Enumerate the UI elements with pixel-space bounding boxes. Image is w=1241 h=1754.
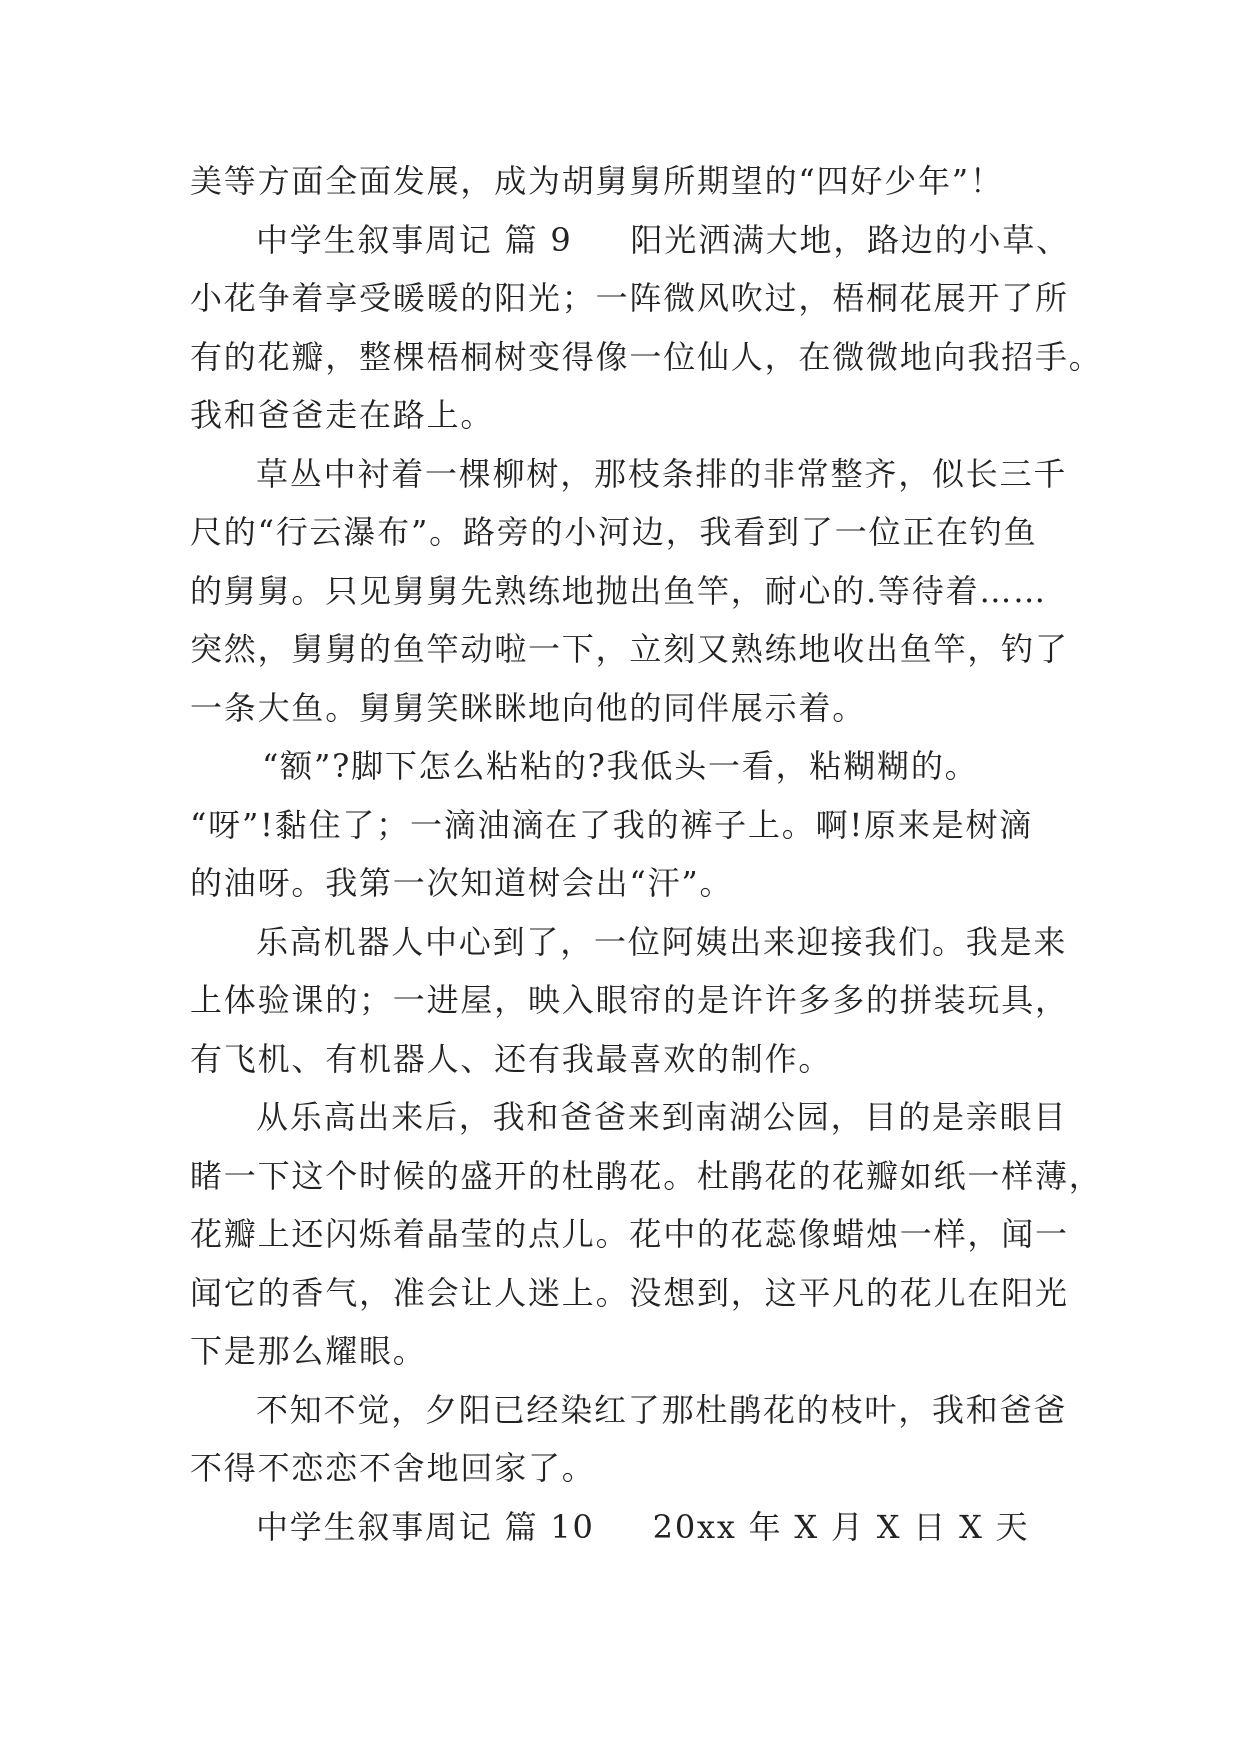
text-line: 闻它的香气，准会让人迷上。没想到，这平凡的花儿在阳光 <box>190 1273 1069 1312</box>
text-line: 一条大鱼。舅舅笑眯眯地向他的同伴展示着。 <box>190 688 867 727</box>
text-line: 睹一下这个时候的盛开的杜鹃花。杜鹃花的花瓣如纸一样薄， <box>190 1156 1103 1195</box>
text-line: 尺的“行云瀑布”。路旁的小河边，我看到了一位正在钓鱼 <box>190 513 1038 551</box>
text-line: 上体验课的；一进屋，映入眼帘的是许许多多的拼装玩具， <box>190 981 1069 1019</box>
text-line: 不得不恋恋不舍地回家了。 <box>190 1449 596 1487</box>
entry-title: 中学生叙事周记 篇 9 <box>256 220 573 259</box>
text-line: 小花争着享受暖暖的阳光；一阵微风吹过，梧桐花展开了所 <box>190 279 1069 317</box>
entry-heading-10 <box>190 1498 1060 1557</box>
text-line: 的油呀。我第一次知道树会出“汗”。 <box>190 864 734 902</box>
paragraph-start-line: “额”?脚下怎么粘粘的?我低头一看，粘糊糊的。 <box>262 747 979 785</box>
paragraph-start-line: 从乐高出来后，我和爸爸来到南湖公园，目的是亲眼目 <box>256 1098 1068 1136</box>
text-line: “呀”!黏住了；一滴油滴在了我的裤子上。啊!原来是树滴 <box>190 805 1034 844</box>
text-line: 美等方面全面发展，成为胡舅舅所期望的“四好少年”！ <box>190 162 1004 200</box>
text-line: 有的花瓣，整棵梧桐树变得像一位仙人，在微微地向我招手。 <box>190 337 1103 376</box>
document-body <box>190 152 1103 1556</box>
text-line: 的舅舅。只见舅舅先熟练地抛出鱼竿，耐心的.等待着…… <box>190 571 1047 610</box>
entry-date: 20xx 年 X 月 X 日 X 天 <box>652 1507 1030 1546</box>
entry-first-text: 阳光洒满大地，路边的小草、 <box>630 220 1070 259</box>
text-line: 有飞机、有机器人、还有我最喜欢的制作。 <box>190 1039 833 1078</box>
paragraph-start-line: 草丛中衬着一棵柳树，那枝条排的非常整齐，似长三千 <box>256 454 1068 493</box>
paragraph-start-line: 乐高机器人中心到了，一位阿姨出来迎接我们。我是来 <box>256 922 1068 961</box>
text-line: 花瓣上还闪烁着晶莹的点儿。花中的花蕊像蜡烛一样，闻一 <box>190 1215 1069 1253</box>
entry-heading-9 <box>190 211 1070 270</box>
paragraph-start-line: 不知不觉，夕阳已经染红了那杜鹃花的枝叶，我和爸爸 <box>256 1390 1068 1429</box>
text-line: 我和爸爸走在路上。 <box>190 396 495 434</box>
text-line: 下是那么耀眼。 <box>190 1332 427 1370</box>
text-line: 突然，舅舅的鱼竿动啦一下，立刻又熟练地收出鱼竿，钓了 <box>190 630 1069 668</box>
entry-title: 中学生叙事周记 篇 10 <box>256 1507 595 1546</box>
